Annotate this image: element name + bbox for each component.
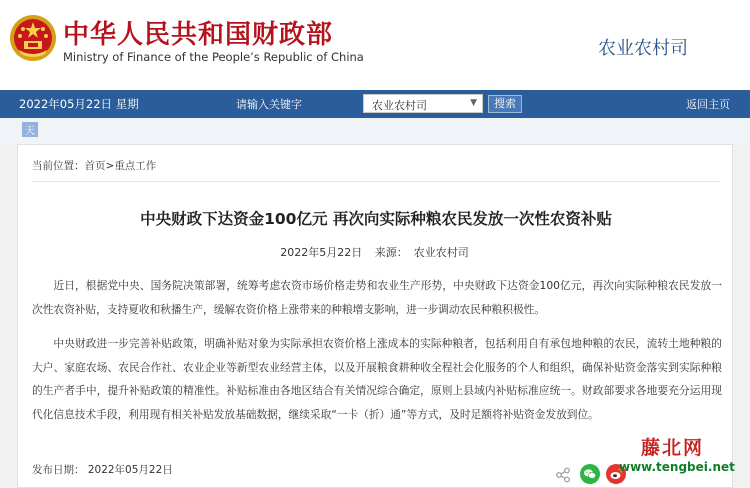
top-navbar — [0, 90, 750, 118]
article-date: 2022年5月22日 — [280, 246, 363, 259]
sub-strip — [0, 118, 750, 144]
breadcrumb-home[interactable]: 首页 — [84, 160, 106, 172]
search-scope-value: 农业农村司 — [372, 99, 427, 112]
breadcrumb-prefix: 当前位置： — [32, 160, 85, 172]
breadcrumb-separator: > — [105, 160, 115, 172]
search-input[interactable] — [224, 95, 356, 113]
search-button[interactable]: 搜索 — [488, 95, 522, 113]
divider — [32, 181, 720, 182]
share-icon[interactable] — [555, 467, 571, 483]
strip-tag: 天 — [22, 122, 38, 137]
source-label-text: 来源： — [374, 246, 408, 259]
current-date: 2022年05月22日 星期 — [19, 97, 139, 111]
breadcrumb-key-work[interactable]: 重点工作 — [114, 160, 157, 172]
article-meta — [18, 244, 734, 260]
article-title: 中央财政下达资金100亿元 再次向实际种粮农民发放一次性农资补贴 — [140, 210, 612, 228]
site-title[interactable]: 中华人民共和国财政部 — [63, 20, 334, 50]
search-scope-select[interactable] — [363, 94, 483, 113]
publish-date: 发布日期： 2022年05月22日 — [32, 464, 173, 476]
site-header — [0, 0, 750, 90]
chevron-down-icon: ▼ — [470, 98, 477, 108]
back-home-link[interactable]: 返回主页 — [686, 98, 730, 111]
wechat-icon[interactable] — [580, 464, 600, 484]
department-name[interactable]: 农业农村司 — [598, 38, 688, 59]
site-title-english: Ministry of Finance of the People’s Republic of China — [63, 50, 364, 64]
source-value: 农业农村司 — [413, 246, 469, 259]
breadcrumb — [32, 158, 156, 173]
watermark-logo: 藤北网 — [641, 437, 705, 459]
watermark-url: www.tengbei.net — [619, 460, 735, 474]
source-label — [372, 246, 472, 259]
article-paragraph: 近日，根据党中央、国务院决策部署，统筹考虑农资市场价格走势和农业生产形势，中央财政下达资金100亿元，再次向实际种粮农民发放一次性农资补贴，支持夏收和秋播生产，缓解农资价格上涨带来的种粮增支影响，进一步调动农民种粮积极性。 — [32, 279, 722, 316]
national-emblem-icon[interactable] — [9, 14, 57, 62]
article-card — [17, 144, 733, 488]
article-paragraph: 中央财政进一步完善补贴政策，明确补贴对象为实际承担农资价格上涨成本的实际种粮者，包括利用自有承包地种粮的农民，流转土地种粮的大户、家庭农场、农民合作社、农业企业等新型农业经营主体，以及开展粮食耕种收全程社会化服务的个人和组织，确保补贴资金落实到实际种粮的生产者手中，提升补贴政策的精准性。补贴标准由各地区结合有关情况综合确定，原则上县域内补贴标准应统一。财政部要求各地要充分运用现代化信息技术手段，利用现有相关补贴发放基础数据，继续采取“一卡（折）通”等方式，及时足额将补贴资金发放到位。 — [32, 337, 722, 421]
